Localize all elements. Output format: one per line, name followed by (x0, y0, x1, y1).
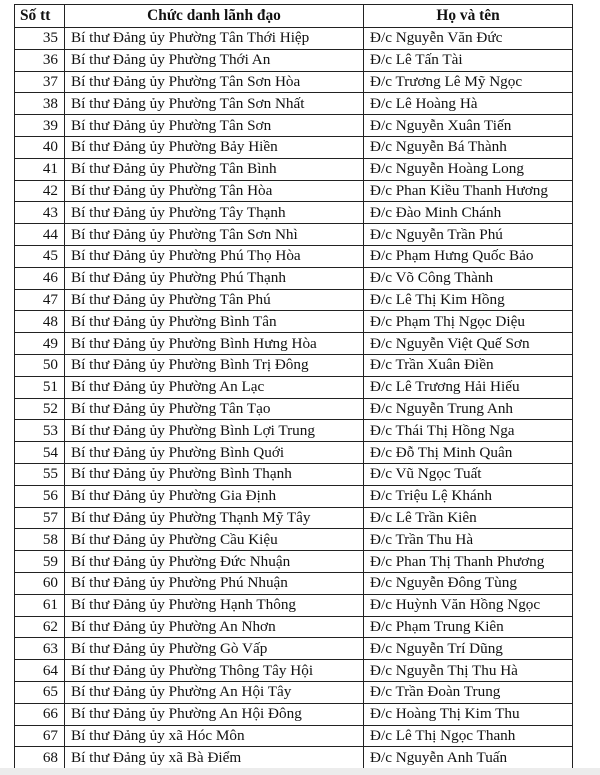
cell-name: Đ/c Trần Xuân Điền (364, 354, 573, 376)
table-row (15, 136, 573, 158)
cell-name: Đ/c Lê Tấn Tài (364, 49, 573, 71)
cell-no: 63 (15, 638, 65, 660)
cell-name: Đ/c Nguyễn Đông Tùng (364, 572, 573, 594)
cell-name: Đ/c Thái Thị Hồng Nga (364, 420, 573, 442)
cell-title: Bí thư Đảng ủy Phường Phú Thạnh (65, 267, 364, 289)
cell-title: Bí thư Đảng ủy Phường Tân Tạo (65, 398, 364, 420)
cell-title: Bí thư Đảng ủy Phường Tây Thạnh (65, 202, 364, 224)
bottom-band (0, 768, 600, 775)
cell-no: 53 (15, 420, 65, 442)
cell-name: Đ/c Nguyễn Việt Quế Sơn (364, 333, 573, 355)
table-row (15, 681, 573, 703)
cell-title: Bí thư Đảng ủy xã Bà Điểm (65, 747, 364, 769)
cell-name: Đ/c Trần Đoàn Trung (364, 681, 573, 703)
table-row (15, 463, 573, 485)
table-row (15, 354, 573, 376)
cell-no: 56 (15, 485, 65, 507)
table-body (15, 28, 573, 769)
cell-title: Bí thư Đảng ủy Phường An Lạc (65, 376, 364, 398)
header-title: Chức danh lãnh đạo (65, 5, 364, 28)
cell-no: 35 (15, 28, 65, 50)
leaders-table (14, 4, 573, 769)
cell-name: Đ/c Phan Kiều Thanh Hương (364, 180, 573, 202)
cell-name: Đ/c Nguyễn Hoàng Long (364, 158, 573, 180)
cell-name: Đ/c Triệu Lệ Khánh (364, 485, 573, 507)
cell-title: Bí thư Đảng ủy Phường Tân Sơn Hòa (65, 71, 364, 93)
header-name: Họ và tên (364, 5, 573, 28)
cell-title: Bí thư Đảng ủy Phường Tân Sơn Nhất (65, 93, 364, 115)
cell-name: Đ/c Trương Lê Mỹ Ngọc (364, 71, 573, 93)
table-row (15, 507, 573, 529)
table-row (15, 660, 573, 682)
cell-no: 61 (15, 594, 65, 616)
table-header-row (15, 5, 573, 28)
cell-name: Đ/c Nguyễn Trung Anh (364, 398, 573, 420)
cell-name: Đ/c Nguyễn Xuân Tiến (364, 115, 573, 137)
cell-no: 36 (15, 49, 65, 71)
cell-no: 49 (15, 333, 65, 355)
cell-name: Đ/c Võ Công Thành (364, 267, 573, 289)
table-row (15, 398, 573, 420)
cell-no: 59 (15, 551, 65, 573)
cell-no: 43 (15, 202, 65, 224)
table-row (15, 485, 573, 507)
cell-name: Đ/c Nguyễn Văn Đức (364, 28, 573, 50)
table-row (15, 71, 573, 93)
cell-no: 41 (15, 158, 65, 180)
cell-no: 67 (15, 725, 65, 747)
cell-no: 44 (15, 224, 65, 246)
cell-name: Đ/c Phan Thị Thanh Phương (364, 551, 573, 573)
cell-title: Bí thư Đảng ủy Phường An Hội Đông (65, 703, 364, 725)
cell-name: Đ/c Nguyễn Thị Thu Hà (364, 660, 573, 682)
table-row (15, 180, 573, 202)
cell-title: Bí thư Đảng ủy Phường Tân Hòa (65, 180, 364, 202)
cell-name: Đ/c Vũ Ngọc Tuất (364, 463, 573, 485)
cell-title: Bí thư Đảng ủy Phường Bình Thạnh (65, 463, 364, 485)
table-row (15, 551, 573, 573)
cell-title: Bí thư Đảng ủy Phường Tân Thới Hiệp (65, 28, 364, 50)
cell-no: 50 (15, 354, 65, 376)
cell-title: Bí thư Đảng ủy Phường Thạnh Mỹ Tây (65, 507, 364, 529)
table-row (15, 442, 573, 464)
cell-no: 55 (15, 463, 65, 485)
cell-name: Đ/c Nguyễn Trí Dũng (364, 638, 573, 660)
cell-no: 42 (15, 180, 65, 202)
cell-name: Đ/c Đào Minh Chánh (364, 202, 573, 224)
cell-name: Đ/c Đỗ Thị Minh Quân (364, 442, 573, 464)
cell-title: Bí thư Đảng ủy Phường Thới An (65, 49, 364, 71)
cell-title: Bí thư Đảng ủy Phường Tân Sơn Nhì (65, 224, 364, 246)
cell-title: Bí thư Đảng ủy Phường Hạnh Thông (65, 594, 364, 616)
cell-no: 66 (15, 703, 65, 725)
cell-no: 57 (15, 507, 65, 529)
table-row (15, 594, 573, 616)
cell-no: 60 (15, 572, 65, 594)
table-row (15, 572, 573, 594)
cell-no: 65 (15, 681, 65, 703)
cell-title: Bí thư Đảng ủy Phường Phú Nhuận (65, 572, 364, 594)
cell-title: Bí thư Đảng ủy Phường Bình Quới (65, 442, 364, 464)
table-row (15, 202, 573, 224)
table-row (15, 267, 573, 289)
cell-name: Đ/c Phạm Thị Ngọc Diệu (364, 311, 573, 333)
cell-no: 58 (15, 529, 65, 551)
table-row (15, 28, 573, 50)
cell-name: Đ/c Nguyễn Bá Thành (364, 136, 573, 158)
cell-name: Đ/c Lê Thị Kim Hồng (364, 289, 573, 311)
cell-title: Bí thư Đảng ủy xã Hóc Môn (65, 725, 364, 747)
cell-no: 62 (15, 616, 65, 638)
table-row (15, 333, 573, 355)
cell-title: Bí thư Đảng ủy Phường Bình Lợi Trung (65, 420, 364, 442)
cell-no: 48 (15, 311, 65, 333)
cell-no: 45 (15, 245, 65, 267)
cell-title: Bí thư Đảng ủy Phường Gò Vấp (65, 638, 364, 660)
table-row (15, 224, 573, 246)
table-row (15, 747, 573, 769)
cell-name: Đ/c Phạm Trung Kiên (364, 616, 573, 638)
cell-name: Đ/c Lê Trần Kiên (364, 507, 573, 529)
table-row (15, 49, 573, 71)
cell-title: Bí thư Đảng ủy Phường Bình Tân (65, 311, 364, 333)
cell-title: Bí thư Đảng ủy Phường Tân Sơn (65, 115, 364, 137)
cell-no: 46 (15, 267, 65, 289)
cell-title: Bí thư Đảng ủy Phường Bình Trị Đông (65, 354, 364, 376)
cell-name: Đ/c Lê Hoàng Hà (364, 93, 573, 115)
cell-title: Bí thư Đảng ủy Phường An Nhơn (65, 616, 364, 638)
cell-title: Bí thư Đảng ủy Phường Tân Phú (65, 289, 364, 311)
cell-name: Đ/c Nguyễn Trần Phú (364, 224, 573, 246)
cell-no: 54 (15, 442, 65, 464)
cell-title: Bí thư Đảng ủy Phường Bảy Hiền (65, 136, 364, 158)
cell-no: 37 (15, 71, 65, 93)
cell-title: Bí thư Đảng ủy Phường Gia Định (65, 485, 364, 507)
cell-name: Đ/c Lê Thị Ngọc Thanh (364, 725, 573, 747)
cell-name: Đ/c Hoàng Thị Kim Thu (364, 703, 573, 725)
cell-title: Bí thư Đảng ủy Phường Bình Hưng Hòa (65, 333, 364, 355)
table-row (15, 725, 573, 747)
table-row (15, 311, 573, 333)
cell-title: Bí thư Đảng ủy Phường Phú Thọ Hòa (65, 245, 364, 267)
header-no: Số tt (15, 5, 65, 28)
table-row (15, 529, 573, 551)
table-row (15, 289, 573, 311)
cell-title: Bí thư Đảng ủy Phường Đức Nhuận (65, 551, 364, 573)
table-row (15, 158, 573, 180)
cell-title: Bí thư Đảng ủy Phường An Hội Tây (65, 681, 364, 703)
cell-title: Bí thư Đảng ủy Phường Tân Bình (65, 158, 364, 180)
table-row (15, 245, 573, 267)
table-row (15, 420, 573, 442)
cell-name: Đ/c Lê Trương Hải Hiếu (364, 376, 573, 398)
cell-title: Bí thư Đảng ủy Phường Cầu Kiệu (65, 529, 364, 551)
cell-name: Đ/c Phạm Hưng Quốc Bảo (364, 245, 573, 267)
cell-no: 64 (15, 660, 65, 682)
table-row (15, 638, 573, 660)
cell-no: 38 (15, 93, 65, 115)
cell-no: 40 (15, 136, 65, 158)
cell-no: 68 (15, 747, 65, 769)
cell-no: 52 (15, 398, 65, 420)
cell-name: Đ/c Nguyễn Anh Tuấn (364, 747, 573, 769)
table-row (15, 616, 573, 638)
cell-title: Bí thư Đảng ủy Phường Thông Tây Hội (65, 660, 364, 682)
cell-no: 51 (15, 376, 65, 398)
table-row (15, 115, 573, 137)
cell-name: Đ/c Huỳnh Văn Hồng Ngọc (364, 594, 573, 616)
table-row (15, 703, 573, 725)
cell-no: 47 (15, 289, 65, 311)
cell-name: Đ/c Trần Thu Hà (364, 529, 573, 551)
table-row (15, 376, 573, 398)
table-row (15, 93, 573, 115)
cell-no: 39 (15, 115, 65, 137)
